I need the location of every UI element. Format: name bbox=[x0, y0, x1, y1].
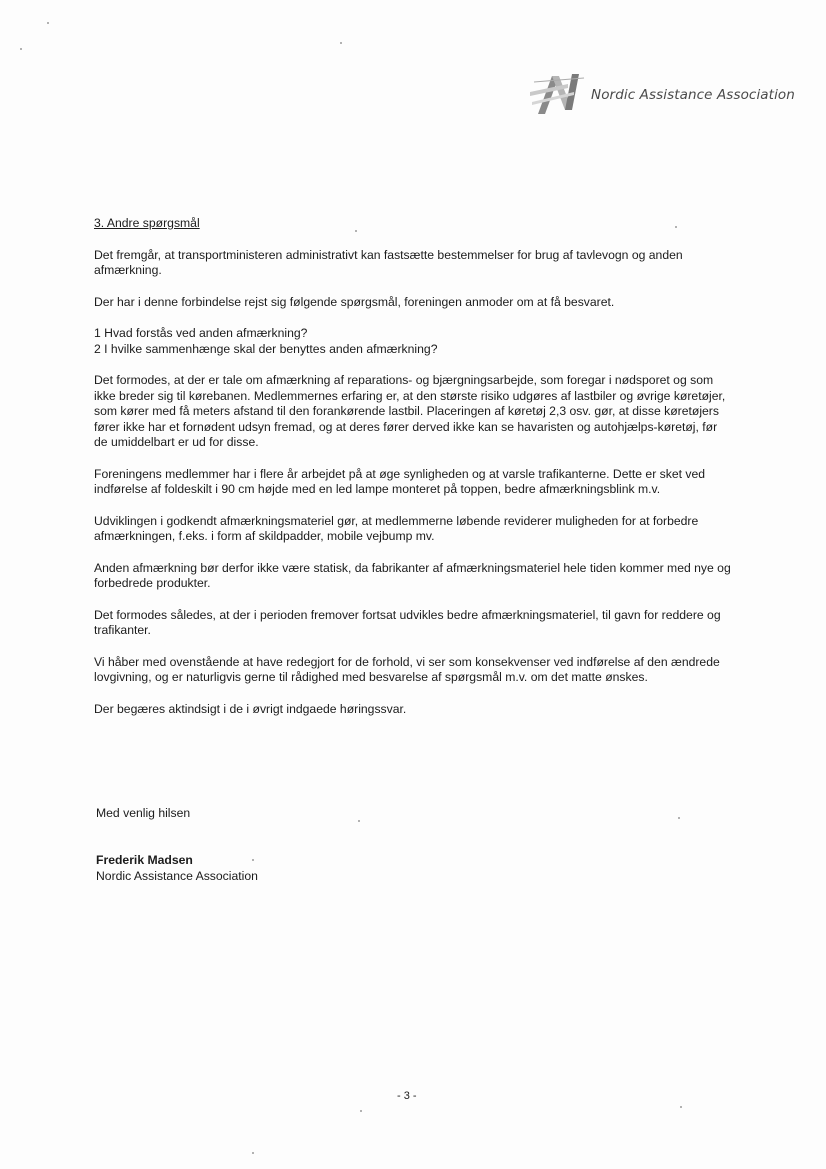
scan-speck bbox=[47, 22, 49, 24]
logo-organization-name: Nordic Assistance Association bbox=[591, 87, 795, 103]
nordic-assistance-logo-icon bbox=[528, 70, 586, 116]
closing-greeting: Med venlig hilsen bbox=[96, 806, 191, 820]
header-logo bbox=[528, 70, 795, 116]
question-item: 1 Hvad forstås ved anden afmærkning? bbox=[94, 326, 308, 340]
paragraph: Anden afmærkning bør derfor ikke være statisk, da fabrikanter af afmærkningsmateriel hele tiden kommer med nye og forbedrede produkter. bbox=[94, 560, 731, 590]
scan-speck bbox=[678, 817, 680, 819]
scan-speck bbox=[20, 48, 22, 50]
question-list bbox=[94, 326, 734, 357]
scan-speck bbox=[358, 820, 360, 822]
page-number: - 3 - bbox=[397, 1090, 417, 1102]
paragraph: Det formodes, at der er tale om afmærkning af reparations- og bjærgningsarbejde, som foregar i nødsporet og som ikke breder sig til kørebanen. Medlemmernes erfaring er, at den største risiko udgøres af lastbiler og øvrige køretøjer, som kører med få meters afstand til den forankørende lastbil. Placeringen af køretøj 2,3 osv. gør, at disse køretøjers fører ikke har et fornødent udsyn fremad, og at deres fører derved ikke kan se havaristen og autohjælps-køretøj, før de umiddelbart er ud for disse. bbox=[94, 373, 726, 449]
paragraph: Foreningens medlemmer har i flere år arbejdet på at øge synligheden og at varsle trafikanterne. Dette er sket ved indførelse af foldeskilt i 90 cm højde med en led lampe monteret på toppen, bedre afmærkningsblink m.v. bbox=[94, 466, 706, 496]
scan-speck bbox=[252, 859, 254, 861]
paragraph: Det fremgår, at transportministeren administrativt kan fastsætte bestemmelser for brug af tavlevogn og anden afmærkning. bbox=[94, 247, 683, 277]
scan-speck bbox=[360, 1110, 362, 1112]
paragraph: Vi håber med ovenstående at have redegjort for de forhold, vi ser som konsekvenser ved indførelse af den ændrede lovgivning, og er naturligvis gerne til rådighed med besvarelse af spørgsmål m.v. om det matte ønskes. bbox=[94, 654, 720, 684]
paragraph: Der begæres aktindsigt i de i øvrigt indgaede høringssvar. bbox=[94, 701, 407, 716]
paragraph: Der har i denne forbindelse rejst sig følgende spørgsmål, foreningen anmoder om at få besvaret. bbox=[94, 294, 615, 309]
paragraph: Det formodes således, at der i perioden fremover fortsat udvikles bedre afmærkningsmateriel, til gavn for reddere og trafikanter. bbox=[94, 607, 721, 637]
scan-speck bbox=[680, 1106, 682, 1108]
section-heading: 3. Andre spørgsmål bbox=[94, 216, 200, 230]
paragraph: Udviklingen i godkendt afmærkningsmateriel gør, at medlemmerne løbende reviderer muligheden for at forbedre afmærkningen, f.eks. i form af skildpadder, mobile vejbump mv. bbox=[94, 513, 699, 543]
scan-speck bbox=[340, 42, 342, 44]
letter-body bbox=[94, 216, 734, 733]
scan-speck bbox=[252, 1152, 254, 1154]
question-item: 2 I hvilke sammenhænge skal der benyttes anden afmærkning? bbox=[94, 341, 438, 356]
signature-name: Frederik Madsen bbox=[96, 853, 193, 867]
signature-organization: Nordic Assistance Association bbox=[96, 869, 258, 883]
